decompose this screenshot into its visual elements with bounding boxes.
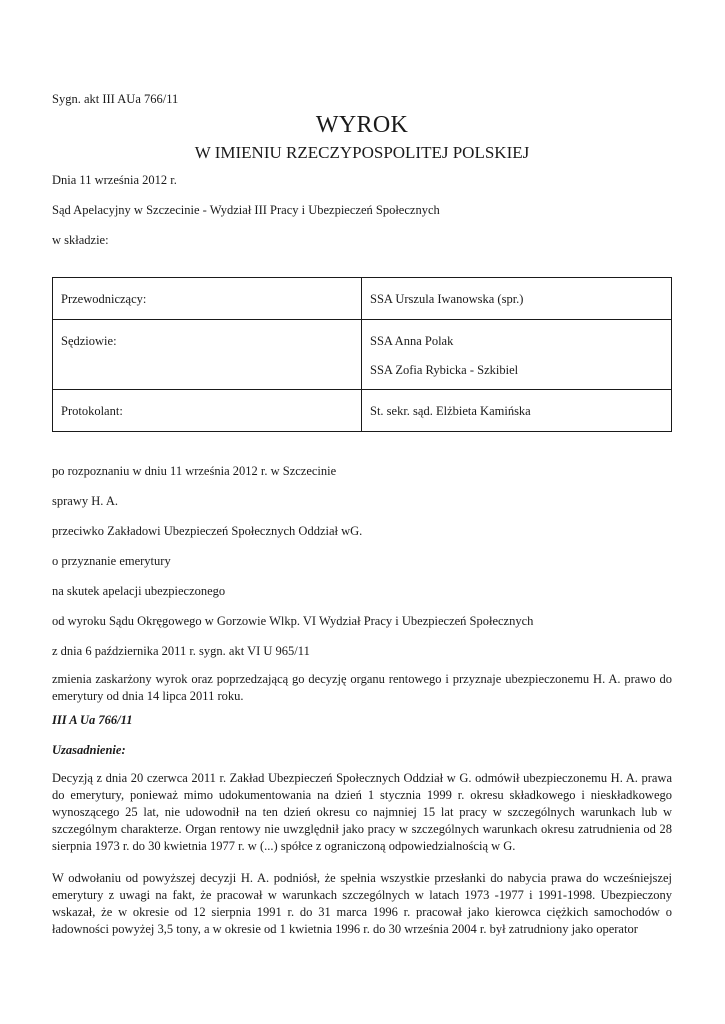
case-subject: o przyznanie emerytury <box>52 554 171 568</box>
hearing-info: po rozpoznaniu w dniu 11 września 2012 r. w Szczecinie <box>52 464 337 478</box>
ruling-text: zmienia zaskarżony wyrok oraz poprzedzającą go decyzję organu rentowego i przyznaje ubezpieczonemu H. A. prawo do emerytury od dnia 14 lipca 2011 roku. <box>52 672 672 703</box>
justification-paragraph: W odwołaniu od powyższej decyzji H. A. podniósł, że spełnia wszystkie przesłanki do nabycia prawa do wcześniejszej emerytury z uwagi na fakt, że pracował w warunkach szczególnych w latach 1973 -1977 i 1991-1998. Ubezpieczony wskazał, że w okresie od 12 sierpnia 1991 r. do 31 marca 1996 r. pracował jako kierowca ciężkich samochodów o ładowności powyżej 3,5 tony, a w okresie od 1 kwietnia 1996 r. do 30 września 2004 r. był zatrudniony jako operator <box>52 871 672 936</box>
document-subtitle: W IMIENIU RZECZYPOSPOLITEJ POLSKIEJ <box>194 143 530 162</box>
clerk-label: Protokolant: <box>53 390 362 431</box>
judgment-date: Dnia 11 września 2012 r. <box>52 173 177 187</box>
appeal-info: na skutek apelacji ubezpieczonego <box>52 584 226 598</box>
presiding-label: Przewodniczący: <box>53 278 362 319</box>
judge-name: SSA Zofia Rybicka - Szkibiel <box>370 363 519 377</box>
judge-name: SSA Anna Polak <box>370 334 454 348</box>
judges-list <box>362 320 671 389</box>
document-title: WYROK <box>315 112 409 138</box>
clerk-name: St. sekr. sąd. Elżbieta Kamińska <box>370 404 531 418</box>
justification-heading: Uzasadnienie: <box>52 743 126 757</box>
court-composition-table <box>52 277 672 432</box>
court-name: Sąd Apelacyjny w Szczecinie - Wydział III Pracy i Ubezpieczeń Społecznych <box>52 203 440 217</box>
composition-label: w składzie: <box>52 233 109 247</box>
lower-court-date: z dnia 6 października 2011 r. sygn. akt VI U 965/11 <box>52 644 310 658</box>
justification-case-ref: III A Ua 766/11 <box>52 713 133 727</box>
presiding-judge: SSA Urszula Iwanowska (spr.) <box>370 292 524 306</box>
lower-court-judgment: od wyroku Sądu Okręgowego w Gorzowie Wlkp. VI Wydział Pracy i Ubezpieczeń Społecznych <box>52 614 534 628</box>
opposing-party: przeciwko Zakładowi Ubezpieczeń Społecznych Oddział wG. <box>52 524 363 538</box>
table-row-judges <box>53 320 671 390</box>
judges-label: Sędziowie: <box>53 320 362 389</box>
case-party: sprawy H. A. <box>52 494 118 508</box>
case-signature: Sygn. akt III AUa 766/11 <box>52 92 179 106</box>
table-row-clerk <box>53 390 671 431</box>
justification-paragraph: Decyzją z dnia 20 czerwca 2011 r. Zakład Ubezpieczeń Społecznych Oddział w G. odmówił ubezpieczonemu H. A. prawa do emerytury, ponieważ mimo udokumentowania na dzień 1 stycznia 1999 r. okresu składkowego i nieskładkowego wynoszącego 25 lat, nie udowodnił na ten dzień okresu co najmniej 15 lat pracy w szczególnych warunkach lub w szczególnym charakterze. Organ rentowy nie uwzględnił jako pracy w szczególnych warunkach okresu zatrudnienia od 28 sierpnia 1973 r. do 30 kwietnia 1977 r. w (...) spółce z ograniczoną odpowiedzialnością w G. <box>52 771 672 853</box>
table-row-presiding <box>53 278 671 320</box>
